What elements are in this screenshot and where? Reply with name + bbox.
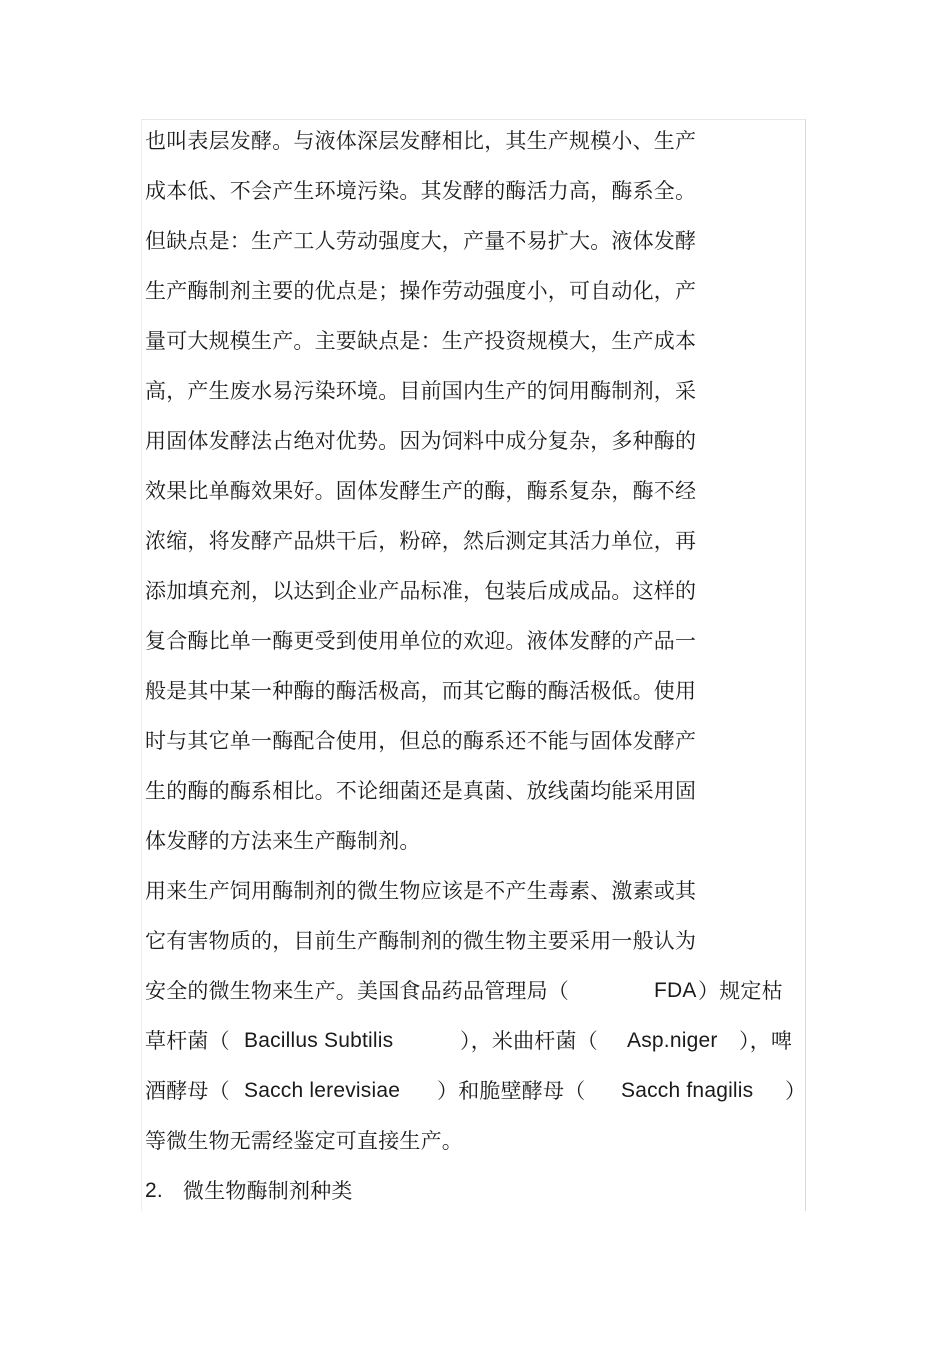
text-line: 添加填充剂，以达到企业产品标准，包装后成成品。这样的 — [145, 579, 697, 603]
species-name: Sacch lerevisiae — [244, 1079, 401, 1102]
section-heading — [145, 1176, 445, 1206]
text-line: 浓缩，将发酵产品烘干后，粉碎，然后测定其活力单位，再 — [145, 529, 697, 553]
text-line: 成本低、不会产生环境污染。其发酵的酶活力高，酶系全。 — [145, 179, 697, 203]
text-line: 生产酶制剂主要的优点是；操作劳动强度小，可自动化，产 — [145, 279, 697, 303]
line-text: ） — [785, 1079, 807, 1103]
abbreviation-fda: FDA — [654, 979, 697, 1002]
text-line: 也叫表层发酵。与液体深层发酵相比，其生产规模小、生产 — [145, 129, 697, 153]
text-line: 用来生产饲用酶制剂的微生物应该是不产生毒素、激素或其 — [145, 879, 697, 903]
text-line: 生的酶的酶系相比。不论细菌还是真菌、放线菌均能采用固 — [145, 779, 697, 803]
line-text: 酒酵母（ — [145, 1079, 230, 1103]
species-name: Bacillus Subtilis — [244, 1029, 394, 1052]
text-line: 时与其它单一酶配合使用，但总的酶系还不能与固体发酵产 — [145, 729, 697, 753]
line-text: 安全的微生物来生产。美国食品药品管理局（ — [145, 979, 569, 1003]
line-text: ）和脆壁酵母（ — [437, 1079, 586, 1103]
text-line: 量可大规模生产。主要缺点是：生产投资规模大，生产成本 — [145, 329, 697, 353]
text-line-species-1 — [145, 1026, 805, 1056]
text-line: 用固体发酵法占绝对优势。因为饲料中成分复杂，多种酶的 — [145, 429, 697, 453]
line-tail: ）规定枯 — [698, 979, 783, 1003]
line-text: ），米曲杆菌（ — [460, 1029, 598, 1053]
species-name: Sacch fnagilis — [621, 1079, 754, 1102]
text-line-fda — [145, 976, 805, 1006]
text-line: 效果比单酶效果好。固体发酵生产的酶，酶系复杂，酶不经 — [145, 479, 697, 503]
line-text: ），啤 — [739, 1029, 793, 1053]
text-line: 复合酶比单一酶更受到使用单位的欢迎。液体发酵的产品一 — [145, 629, 697, 653]
heading-text: 微生物酶制剂种类 — [183, 1179, 353, 1203]
text-line: 它有害物质的，目前生产酶制剂的微生物主要采用一般认为 — [145, 929, 697, 953]
line-text: 草杆菌（ — [145, 1029, 230, 1053]
text-line: 高，产生废水易污染环境。目前国内生产的饲用酶制剂，采 — [145, 379, 697, 403]
text-line: 般是其中某一种酶的酶活极高，而其它酶的酶活极低。使用 — [145, 679, 697, 703]
text-line: 但缺点是：生产工人劳动强度大，产量不易扩大。液体发酵 — [145, 229, 697, 253]
text-line: 等微生物无需经鉴定可直接生产。 — [145, 1129, 463, 1153]
text-line-species-2 — [145, 1076, 805, 1106]
text-line: 体发酵的方法来生产酶制剂。 — [145, 829, 421, 853]
heading-number: 2. — [145, 1179, 163, 1202]
species-name: Asp.niger — [627, 1029, 718, 1052]
